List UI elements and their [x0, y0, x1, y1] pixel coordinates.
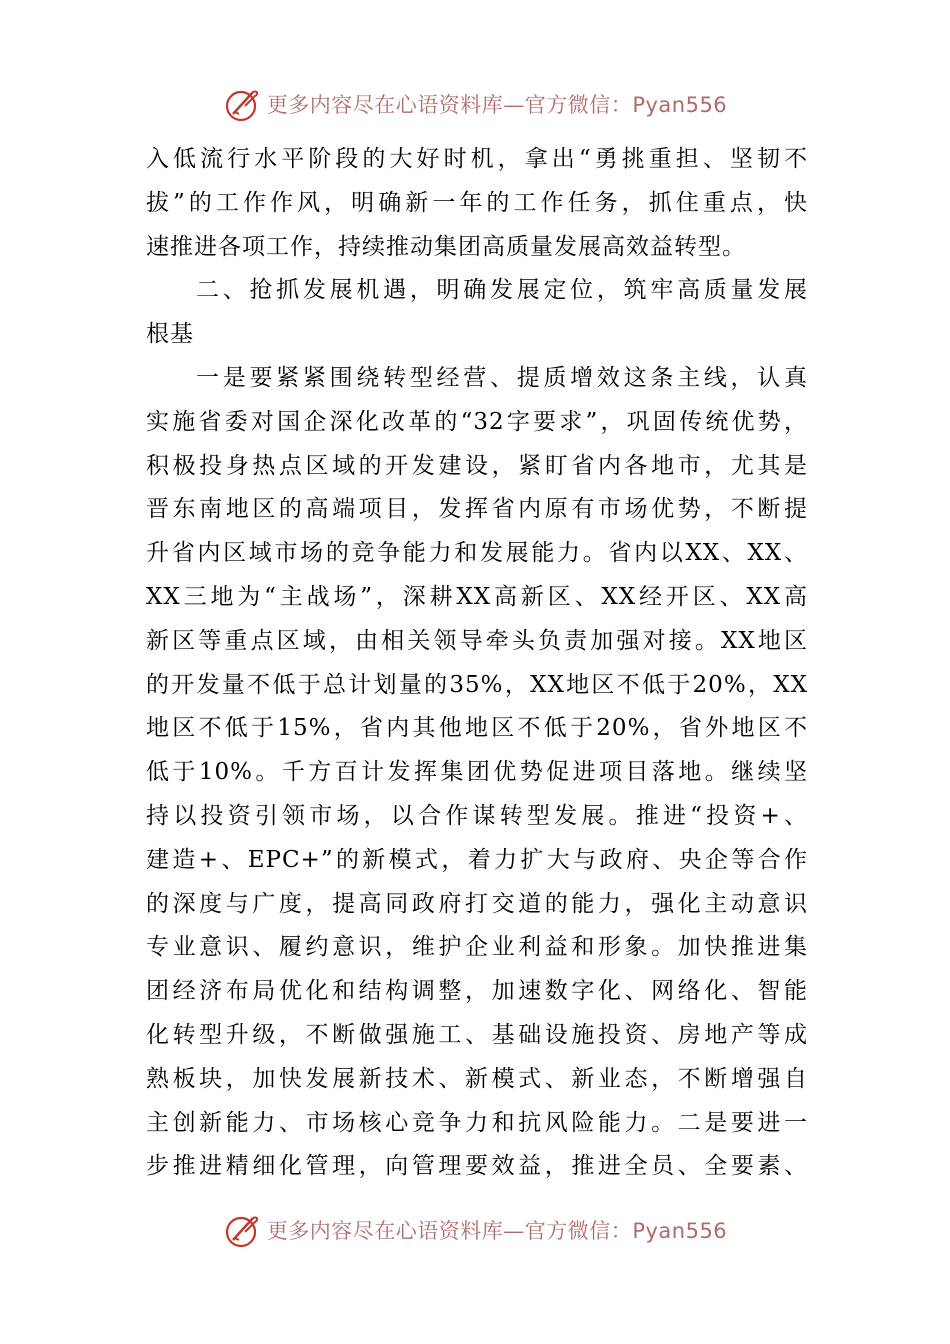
body-text-line: 的开发量不低于总计划量的35%，XX地区不低于20%，XX — [146, 671, 808, 698]
body-text-line: 二、抢抓发展机遇，明确发展定位，筑牢高质量发展 — [196, 277, 808, 304]
body-text-line: 升省内区域市场的竞争能力和发展能力。省内以XX、XX、 — [146, 540, 808, 567]
body-text-line: 实施省委对国企深化改革的“32字要求”，巩固传统优势， — [146, 408, 808, 435]
body-text-line: 根基 — [146, 321, 194, 348]
body-text-line: 地区不低于15%，省内其他地区不低于20%，省外地区不 — [146, 715, 808, 742]
quill-logo-icon — [223, 84, 263, 124]
header-watermark — [0, 84, 950, 124]
body-text-line: 速推进各项工作，持续推动集团高质量发展高效益转型。 — [146, 233, 746, 260]
body-text-line: 主创新能力、市场核心竞争力和抗风险能力。二是要进一 — [146, 1109, 808, 1136]
body-text-line: 持以投资引领市场，以合作谋转型发展。推进“投资+、 — [146, 802, 808, 829]
body-text-line: 的深度与广度，提高同政府打交道的能力，强化主动意识 — [146, 890, 808, 917]
body-text-line: 一是要紧紧围绕转型经营、提质增效这条主线，认真 — [196, 364, 808, 391]
document-body — [146, 138, 808, 1189]
body-text-line: 拔”的工作作风，明确新一年的工作任务，抓住重点，快 — [146, 189, 808, 216]
body-text-line: 积极投身热点区域的开发建设，紧盯省内各地市，尤其是 — [146, 452, 808, 479]
quill-logo-icon — [223, 1210, 263, 1250]
body-text-line: 步推进精细化管理，向管理要效益，推进全员、全要素、 — [146, 1153, 808, 1180]
body-text-line: 建造+、EPC+”的新模式，着力扩大与政府、央企等合作 — [146, 846, 808, 873]
watermark-text: 更多内容尽在心语资料库—官方微信：Pyan556 — [266, 93, 728, 117]
body-text-line: 专业意识、履约意识，维护企业利益和形象。加快推进集 — [146, 934, 808, 961]
body-text-line: XX三地为“主战场”，深耕XX高新区、XX经开区、XX高 — [146, 583, 808, 610]
body-text-line: 低于10%。千方百计发挥集团优势促进项目落地。继续坚 — [146, 759, 808, 786]
body-text-line: 团经济布局优化和结构调整，加速数字化、网络化、智能 — [146, 978, 808, 1005]
body-text-line: 晋东南地区的高端项目，发挥省内原有市场优势，不断提 — [146, 496, 808, 523]
footer-watermark — [0, 1210, 950, 1250]
watermark-text: 更多内容尽在心语资料库—官方微信：Pyan556 — [266, 1219, 728, 1243]
body-text-line: 化转型升级，不断做强施工、基础设施投资、房地产等成 — [146, 1021, 808, 1048]
body-text-line: 入低流行水平阶段的大好时机，拿出“勇挑重担、坚韧不 — [146, 146, 808, 172]
body-text-line: 新区等重点区域，由相关领导牵头负责加强对接。XX地区 — [146, 627, 808, 654]
body-text-line: 熟板块，加快发展新技术、新模式、新业态，不断增强自 — [146, 1065, 808, 1092]
